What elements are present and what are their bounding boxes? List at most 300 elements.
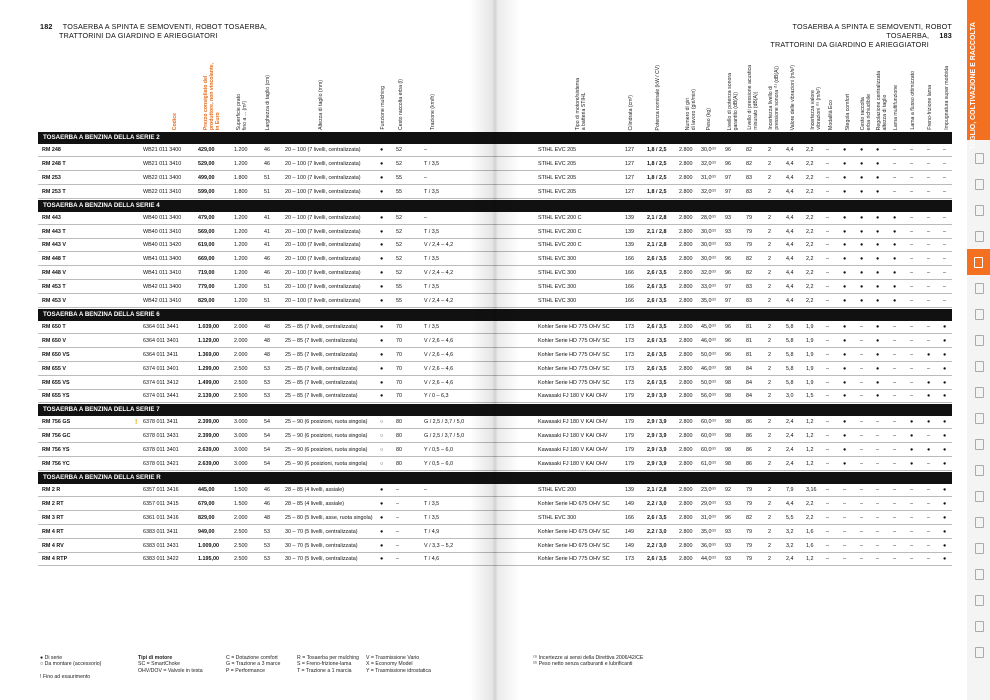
feature-cell: –	[910, 228, 913, 235]
feature-cell: –	[843, 542, 846, 549]
area-cell: 2.000	[234, 323, 248, 330]
cut-height-cell: 25 – 90 (6 posizioni, ruota singola)	[285, 461, 368, 467]
legend-line: ! Fino ad esaurimento	[40, 673, 91, 680]
feature-cell: –	[927, 256, 930, 263]
model-cell: RM 443 T	[42, 228, 66, 235]
legend-line: C = Dotazione comfort	[226, 655, 278, 661]
price-cell: 1.369,00	[198, 351, 219, 358]
feature-cell: –	[893, 500, 896, 507]
mulching-cell: ●	[380, 228, 384, 235]
feature-cell: –	[927, 160, 930, 167]
cut-height-cell: 25 – 90 (6 posizioni, ruota singola)	[285, 447, 368, 454]
power-cell: 2,1 / 2,8	[647, 228, 667, 235]
vibration-unc-cell: 1,2	[806, 447, 814, 454]
area-cell: 1.200	[234, 242, 248, 249]
uncertainty-cell: 2	[768, 528, 771, 535]
table-row	[38, 553, 952, 566]
feature-cell: –	[943, 270, 946, 277]
bag-cell: 52	[396, 160, 402, 167]
uncertainty-cell: 2	[768, 461, 771, 467]
sidebar-category-icon[interactable]	[971, 384, 986, 399]
legend-engines	[138, 655, 203, 674]
feature-cell: –	[910, 256, 913, 263]
lwa-cell: 98	[725, 419, 731, 426]
displacement-cell: 139	[625, 486, 634, 493]
rpm-cell: 2.800	[679, 174, 693, 181]
drive-cell: T / 3,5	[424, 188, 440, 195]
price-cell: 569,00	[198, 228, 215, 235]
price-cell: 2.399,00	[198, 433, 219, 440]
eco-cell: –	[826, 228, 829, 235]
mulching-cell: ●	[380, 514, 384, 521]
engine-cell: STIHL EVC 200	[538, 486, 577, 493]
weight-cell: 30,0⁽²⁾	[701, 147, 716, 153]
vibration-cell: 2,4	[786, 433, 794, 440]
feature-cell: –	[910, 393, 913, 400]
lwa-cell: 98	[725, 433, 731, 440]
lpa-cell: 79	[746, 500, 752, 507]
column-header-label: Numero di giri di lavoro (giri/min)	[685, 88, 697, 130]
feature-cell: ●	[943, 337, 947, 344]
eco-cell: –	[826, 500, 829, 507]
uncertainty-cell: 2	[768, 174, 771, 181]
table-row	[38, 540, 952, 553]
feature-cell: –	[893, 556, 896, 563]
section-header: TOSAERBA A BENZINA DELLA SERIE 4	[38, 200, 952, 212]
eco-cell: –	[826, 242, 829, 249]
legend-line: S = Freno-frizione-lama	[297, 661, 352, 668]
legend-line: ○ Da montare (accessorio)	[40, 661, 102, 668]
width-cell: 46	[264, 147, 270, 153]
feature-cell: ●	[843, 256, 847, 263]
weight-cell: 61,0⁽²⁾	[701, 461, 716, 467]
rpm-cell: 2.800	[679, 419, 693, 426]
feature-cell: –	[893, 365, 896, 372]
lwa-cell: 93	[725, 556, 731, 563]
vibration-cell: 3,2	[786, 542, 794, 549]
sidebar-category-icon[interactable]	[971, 618, 986, 633]
table-row	[38, 267, 952, 280]
eco-cell: –	[826, 393, 829, 400]
displacement-cell: 127	[625, 160, 634, 167]
code-cell: WB41 011 3410	[143, 270, 182, 277]
column-header	[747, 40, 765, 130]
legend-line: G = Trazione a 3 marce	[226, 661, 281, 668]
bag-cell: 52	[396, 147, 402, 153]
feature-cell: –	[910, 323, 913, 330]
rpm-cell: 2.800	[679, 337, 693, 344]
feature-cell: –	[860, 379, 863, 386]
sidebar-category-icon[interactable]	[971, 488, 986, 503]
eco-cell: –	[826, 174, 829, 181]
sidebar-category-icon[interactable]	[971, 410, 986, 425]
sidebar-category-icon[interactable]	[967, 249, 990, 275]
price-cell: 2.139,00	[198, 393, 219, 400]
table-row	[38, 281, 952, 294]
vibration-unc-cell: 1,6	[806, 542, 814, 549]
engine-cell: Kohler Serie HD 775 OHV SC	[538, 556, 610, 563]
eco-cell: –	[826, 419, 829, 426]
width-cell: 41	[264, 214, 270, 221]
uncertainty-cell: 2	[768, 393, 771, 400]
power-cell: 1,8 / 2,5	[647, 147, 667, 153]
feature-cell: –	[893, 433, 896, 440]
feature-cell: –	[910, 486, 913, 493]
sidebar-category-icon[interactable]	[971, 540, 986, 555]
right-title-line1: TOSAERBA A SPINTA E SEMOVENTI, ROBOT TOSAERBA,	[792, 22, 952, 40]
vibration-cell: 2,4	[786, 461, 794, 467]
feature-cell: ●	[876, 242, 880, 249]
feature-cell: –	[893, 160, 896, 167]
table-row	[38, 158, 952, 171]
sidebar-category-icon[interactable]	[971, 566, 986, 581]
feature-cell: ●	[876, 256, 880, 263]
cut-height-cell: 20 – 100 (7 livelli, centralizzata)	[285, 270, 361, 277]
table-row	[38, 253, 952, 266]
column-header-label: Livello di pressione acustica misurato (dB(A))	[747, 65, 759, 130]
sidebar-category-icon[interactable]	[971, 332, 986, 347]
power-cell: 2,9 / 3,9	[647, 393, 667, 400]
rpm-cell: 2.800	[679, 542, 693, 549]
vibration-cell: 4,4	[786, 242, 794, 249]
weight-cell: 35,0⁽²⁾	[701, 298, 716, 304]
drive-cell: T / 3,5	[424, 323, 440, 330]
drive-cell: G / 2,5 / 3,7 / 5,0	[424, 433, 465, 440]
weight-cell: 32,0⁽²⁾	[701, 188, 716, 195]
uncertainty-cell: 2	[768, 228, 771, 235]
code-cell: 6364 011 3441	[143, 323, 179, 330]
sidebar-tab-taglio[interactable]	[967, 0, 990, 150]
feature-cell: –	[860, 514, 863, 521]
displacement-cell: 166	[625, 270, 634, 277]
feature-cell: ●	[843, 147, 847, 153]
rpm-cell: 2.800	[679, 284, 693, 291]
column-header-label: Superficie prato fino a ... (m²)	[236, 93, 248, 130]
power-cell: 2,1 / 2,8	[647, 242, 667, 249]
sidebar-category-icon[interactable]	[971, 514, 986, 529]
table-row	[38, 458, 952, 471]
model-cell: RM 756 YS	[42, 447, 70, 454]
lpa-cell: 83	[746, 188, 752, 195]
feature-cell: ●	[943, 419, 947, 426]
model-cell: RM 655 VS	[42, 379, 70, 386]
sidebar-category-icon[interactable]	[971, 280, 986, 295]
rpm-cell: 2.800	[679, 447, 693, 454]
bag-cell: 55	[396, 284, 402, 291]
displacement-cell: 127	[625, 174, 634, 181]
feature-cell: ●	[927, 379, 931, 386]
vibration-unc-cell: 1,5	[806, 393, 814, 400]
vibration-unc-cell: 2,2	[806, 174, 814, 181]
engine-cell: Kawasaki FJ 180 V KAI OHV	[538, 433, 608, 440]
width-cell: 53	[264, 556, 270, 563]
model-cell: RM 453 V	[42, 298, 66, 304]
left-header	[40, 22, 267, 40]
feature-cell: ●	[893, 228, 897, 235]
column-header-label: Valore delle vibrazioni (m/s²)	[790, 64, 796, 130]
uncertainty-cell: 2	[768, 214, 771, 221]
column-header-label: Codice	[172, 112, 178, 130]
feature-cell: –	[860, 365, 863, 372]
feature-cell: –	[893, 514, 896, 521]
column-header	[810, 40, 828, 130]
engine-cell: STIHL EVC 200 C	[538, 242, 582, 249]
bag-cell: 70	[396, 351, 402, 358]
vibration-unc-cell: 2,2	[806, 500, 814, 507]
feature-cell: ●	[843, 379, 847, 386]
cut-height-cell: 20 – 100 (7 livelli, centralizzata)	[285, 256, 361, 263]
eco-cell: –	[826, 486, 829, 493]
rpm-cell: 2.800	[679, 433, 693, 440]
table-row	[38, 363, 952, 376]
engine-cell: Kohler Serie HD 775 OHV SC	[538, 379, 610, 386]
sidebar-category-icon[interactable]	[971, 228, 986, 243]
lwa-cell: 93	[725, 228, 731, 235]
power-cell: 2,9 / 3,9	[647, 461, 667, 467]
column-header	[910, 40, 928, 130]
lwa-cell: 96	[725, 337, 731, 344]
weight-cell: 56,0⁽²⁾	[701, 393, 716, 400]
area-cell: 2.000	[234, 337, 248, 344]
rpm-cell: 2.800	[679, 365, 693, 372]
feature-cell: ●	[876, 337, 880, 344]
width-cell: 53	[264, 379, 270, 386]
area-cell: 1.200	[234, 256, 248, 263]
lwa-cell: 98	[725, 393, 731, 400]
sidebar-tab-label: TAGLIO, COLTIVAZIONE E RACCOLTA	[970, 22, 977, 150]
feature-cell: –	[893, 528, 896, 535]
feature-cell: –	[927, 433, 930, 440]
power-cell: 2,6 / 3,5	[647, 270, 667, 277]
lpa-cell: 86	[746, 419, 752, 426]
feature-cell: ●	[843, 419, 847, 426]
engine-cell: Kohler Serie HD 775 OHV SC	[538, 365, 610, 372]
width-cell: 41	[264, 242, 270, 249]
area-cell: 2.500	[234, 365, 248, 372]
column-header-label: Lama a flusso ottimizzato	[910, 71, 916, 130]
engine-cell: Kohler Serie HD 775 OHV SC	[538, 337, 610, 344]
code-cell: 6378 011 3421	[143, 461, 179, 467]
weight-cell: 30,0⁽²⁾	[701, 242, 716, 249]
drive-cell: Y / 0,5 – 6,0	[424, 447, 453, 454]
sidebar-category-icon[interactable]	[971, 462, 986, 477]
cut-height-cell: 28 – 85 (4 livelli, assiale)	[285, 500, 345, 507]
lpa-cell: 79	[746, 214, 752, 221]
feature-cell: –	[943, 284, 946, 291]
displacement-cell: 179	[625, 433, 634, 440]
column-header	[944, 40, 962, 130]
eco-cell: –	[826, 528, 829, 535]
cut-height-cell: 25 – 85 (7 livelli, centralizzata)	[285, 393, 358, 400]
feature-cell: ●	[943, 351, 947, 358]
weight-cell: 29,0⁽²⁾	[701, 500, 716, 507]
table-row	[38, 526, 952, 539]
price-cell: 679,00	[198, 500, 215, 507]
feature-cell: –	[893, 323, 896, 330]
uncertainty-cell: 2	[768, 500, 771, 507]
power-cell: 2,1 / 2,8	[647, 214, 667, 221]
cut-height-cell: 25 – 85 (7 livelli, centralizzata)	[285, 323, 358, 330]
width-cell: 48	[264, 323, 270, 330]
model-cell: RM 448 V	[42, 270, 66, 277]
area-cell: 1.200	[234, 228, 248, 235]
feature-cell: ●	[943, 379, 947, 386]
lwa-cell: 98	[725, 365, 731, 372]
power-cell: 2,6 / 3,5	[647, 351, 667, 358]
vibration-cell: 5,5	[786, 514, 794, 521]
bag-cell: 80	[396, 461, 402, 467]
drive-cell: –	[424, 214, 427, 221]
lpa-cell: 83	[746, 298, 752, 304]
sidebar-category-icon[interactable]	[971, 644, 986, 659]
model-cell: RM 448 T	[42, 256, 66, 263]
column-header-label: Cesto raccolta erba (l)	[398, 78, 404, 130]
sidebar-category-icon[interactable]	[971, 150, 986, 165]
feature-cell: ●	[876, 298, 880, 304]
width-cell: 51	[264, 174, 270, 181]
bag-cell: 70	[396, 337, 402, 344]
displacement-cell: 173	[625, 323, 634, 330]
vibration-unc-cell: 2,2	[806, 214, 814, 221]
displacement-cell: 139	[625, 228, 634, 235]
area-cell: 3.000	[234, 433, 248, 440]
lpa-cell: 86	[746, 433, 752, 440]
displacement-cell: 179	[625, 447, 634, 454]
lpa-cell: 86	[746, 461, 752, 467]
width-cell: 54	[264, 447, 270, 454]
legend-line: P = Performance	[226, 667, 265, 674]
feature-cell: ●	[843, 323, 847, 330]
engine-cell: Kohler Serie HD 675 OHV SC	[538, 528, 610, 535]
feature-cell: –	[943, 256, 946, 263]
area-cell: 2.500	[234, 542, 248, 549]
column-header-label: Freno-frizione lama	[927, 85, 933, 130]
lpa-cell: 83	[746, 284, 752, 291]
feature-cell: ●	[876, 160, 880, 167]
uncertainty-cell: 2	[768, 256, 771, 263]
bag-cell: 70	[396, 365, 402, 372]
drive-cell: T / 3,5	[424, 160, 440, 167]
drive-cell: T / 3,5	[424, 256, 440, 263]
feature-cell: ●	[943, 556, 947, 563]
price-cell: 719,00	[198, 270, 215, 277]
engine-cell: STIHL EVC 300	[538, 514, 577, 521]
sidebar-category-icon[interactable]	[971, 436, 986, 451]
vibration-unc-cell: 1,2	[806, 433, 814, 440]
column-header	[685, 40, 703, 130]
weight-cell: 60,0⁽²⁾	[701, 419, 716, 426]
code-cell: 6383 011 3431	[143, 542, 179, 549]
column-header	[706, 40, 724, 130]
engine-cell: STIHL EVC 205	[538, 147, 577, 153]
uncertainty-cell: 2	[768, 351, 771, 358]
weight-cell: 36,0⁽²⁾	[701, 542, 716, 549]
mulching-cell: ●	[380, 147, 384, 153]
displacement-cell: 166	[625, 514, 634, 521]
bag-cell: –	[396, 500, 399, 507]
displacement-cell: 173	[625, 365, 634, 372]
feature-cell: ●	[860, 228, 864, 235]
feature-cell: –	[876, 500, 879, 507]
table-row	[38, 484, 952, 497]
sidebar-category-icon[interactable]	[971, 358, 986, 373]
feature-cell: –	[893, 188, 896, 195]
sidebar-category-icon[interactable]	[971, 306, 986, 321]
power-cell: 2,9 / 3,9	[647, 419, 667, 426]
column-header	[318, 40, 338, 130]
sidebar-category-icon[interactable]	[971, 202, 986, 217]
bag-cell: 55	[396, 174, 402, 181]
feature-cell: ●	[876, 214, 880, 221]
feature-cell: –	[910, 284, 913, 291]
model-cell: RM 756 YC	[42, 461, 70, 467]
bag-cell: –	[396, 542, 399, 549]
area-cell: 2.000	[234, 351, 248, 358]
mulching-cell: ○	[380, 433, 384, 440]
lwa-cell: 96	[725, 160, 731, 167]
eco-cell: –	[826, 270, 829, 277]
width-cell: 46	[264, 270, 270, 277]
feature-cell: –	[843, 514, 846, 521]
weight-cell: 60,0⁽²⁾	[701, 433, 716, 440]
displacement-cell: 173	[625, 556, 634, 563]
uncertainty-cell: 2	[768, 556, 771, 563]
weight-cell: 30,0⁽²⁾	[701, 228, 716, 235]
cut-height-cell: 20 – 100 (7 livelli, centralizzata)	[285, 284, 361, 291]
power-cell: 2,6 / 3,5	[647, 365, 667, 372]
column-header	[203, 40, 223, 130]
price-cell: 1.009,00	[198, 542, 219, 549]
feature-cell: ●	[860, 188, 864, 195]
feature-cell: ●	[910, 447, 914, 454]
feature-cell: –	[927, 542, 930, 549]
lwa-cell: 96	[725, 270, 731, 277]
vibration-cell: 4,4	[786, 188, 794, 195]
feature-cell: ●	[927, 393, 931, 400]
cut-height-cell: 25 – 85 (7 livelli, centralizzata)	[285, 365, 358, 372]
table-row	[38, 186, 952, 199]
cut-height-cell: 25 – 90 (6 posizioni, ruota singola)	[285, 419, 368, 426]
code-cell: 6364 011 3411	[143, 351, 179, 358]
vibration-unc-cell: 2,2	[806, 228, 814, 235]
feature-cell: –	[876, 528, 879, 535]
engine-cell: Kawasaki FJ 180 V KAI OHV	[538, 447, 608, 454]
feature-cell: –	[927, 323, 930, 330]
width-cell: 54	[264, 419, 270, 426]
price-cell: 445,00	[198, 486, 215, 493]
price-cell: 479,00	[198, 214, 215, 221]
feature-cell: ●	[860, 242, 864, 249]
width-cell: 54	[264, 461, 270, 467]
vibration-unc-cell: 1,9	[806, 337, 814, 344]
code-cell: WB21 011 3410	[143, 160, 182, 167]
sidebar-category-icon[interactable]	[971, 592, 986, 607]
model-cell: RM 655 YS	[42, 393, 70, 400]
mulching-cell: ●	[380, 542, 384, 549]
engine-cell: STIHL EVC 205	[538, 160, 577, 167]
uncertainty-cell: 2	[768, 160, 771, 167]
sidebar-category-icon[interactable]	[971, 176, 986, 191]
area-cell: 2.500	[234, 379, 248, 386]
feature-cell: ●	[943, 461, 947, 467]
feature-cell: –	[843, 556, 846, 563]
weight-cell: 46,0⁽²⁾	[701, 365, 716, 372]
power-cell: 2,6 / 3,5	[647, 337, 667, 344]
feature-cell: –	[910, 351, 913, 358]
width-cell: 51	[264, 188, 270, 195]
lwa-cell: 96	[725, 323, 731, 330]
feature-cell: ●	[943, 528, 947, 535]
